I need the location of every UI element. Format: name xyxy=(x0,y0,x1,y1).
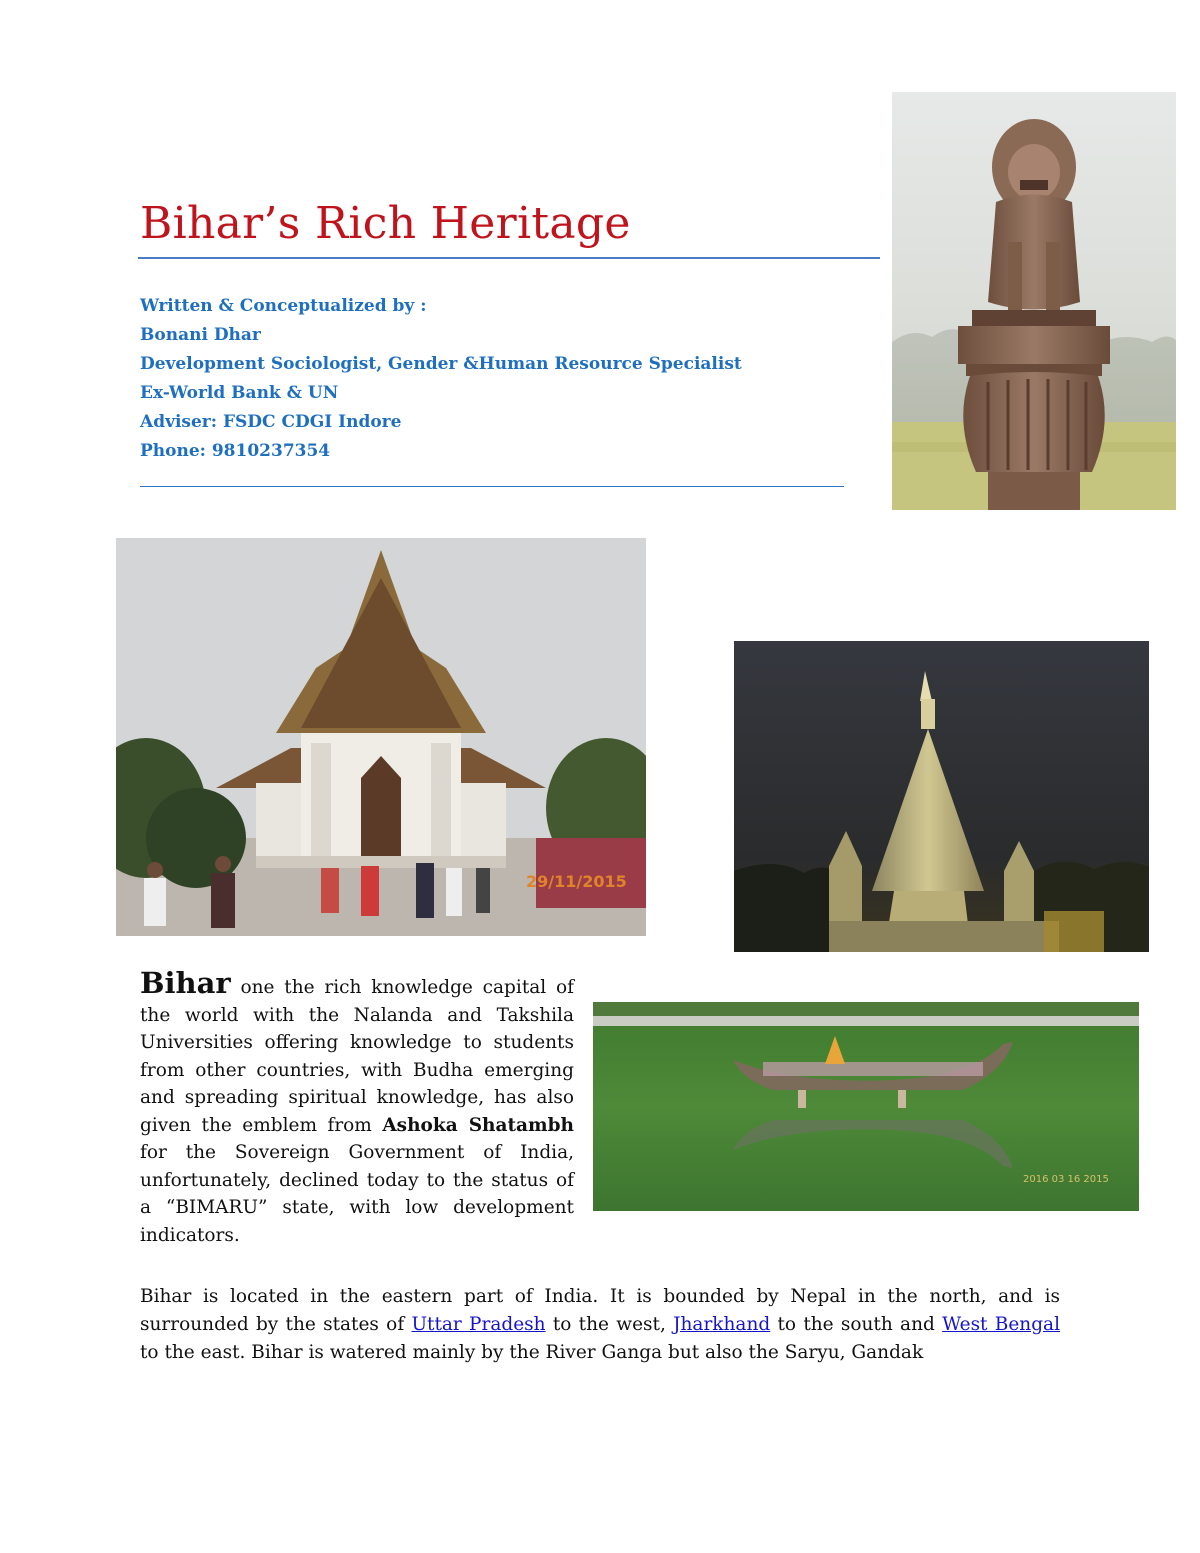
intro-paragraph xyxy=(140,966,574,1249)
byline-adviser: Adviser: FSDC CDGI Indore xyxy=(140,412,402,432)
page-title: Bihar’s Rich Heritage xyxy=(140,198,631,249)
temple-photo-date: 29/11/2015 xyxy=(526,872,627,891)
boat-photo-date: 2016 03 16 2015 xyxy=(1023,1174,1109,1185)
link-uttar-pradesh[interactable]: Uttar Pradesh xyxy=(411,1314,546,1335)
byline-role: Development Sociologist, Gender &Human Resource Specialist xyxy=(140,354,742,374)
byline-affiliation: Ex-World Bank & UN xyxy=(140,383,339,403)
geo-text-a: Bihar is located in the eastern part of India. It is bounded by Nepal in the north, and is surrounded by the states of xyxy=(140,1286,1060,1335)
title-underline xyxy=(138,257,880,259)
link-jharkhand[interactable]: Jharkhand xyxy=(673,1314,771,1335)
intro-text-b: for the Sovereign Government of India, unfortunately, declined today to the status of a “BIMARU” state, with low development indicators. xyxy=(140,1142,574,1246)
author-byline xyxy=(140,292,742,466)
thai-temple-photo xyxy=(116,538,646,936)
byline-author-name: Bonani Dhar xyxy=(140,325,261,345)
byline-phone: Phone: 9810237354 xyxy=(140,441,331,461)
byline-written-by: Written & Conceptualized by : xyxy=(140,296,427,316)
byline-divider xyxy=(140,486,844,487)
lion-capital-photo xyxy=(892,92,1176,510)
intro-text-a: one the rich knowledge capital of the world with the Nalanda and Takshila Universities offering knowledge to students from other countries, with Budha emerging and spreading spiritual knowledge, has also given the emblem from xyxy=(140,977,574,1136)
mahabodhi-temple-photo xyxy=(734,641,1149,952)
intro-bold-term: Ashoka Shatambh xyxy=(382,1114,574,1136)
intro-lead-word: Bihar xyxy=(140,966,231,1000)
geo-text-b: to the west, xyxy=(545,1314,674,1335)
geo-text-c: to the south and xyxy=(770,1314,943,1335)
boat-pond-photo xyxy=(593,1002,1139,1211)
geo-text-d: to the east. Bihar is watered mainly by the River Ganga but also the Saryu, Gandak xyxy=(140,1342,924,1363)
geography-paragraph xyxy=(140,1283,1060,1367)
link-west-bengal[interactable]: West Bengal xyxy=(942,1314,1061,1335)
